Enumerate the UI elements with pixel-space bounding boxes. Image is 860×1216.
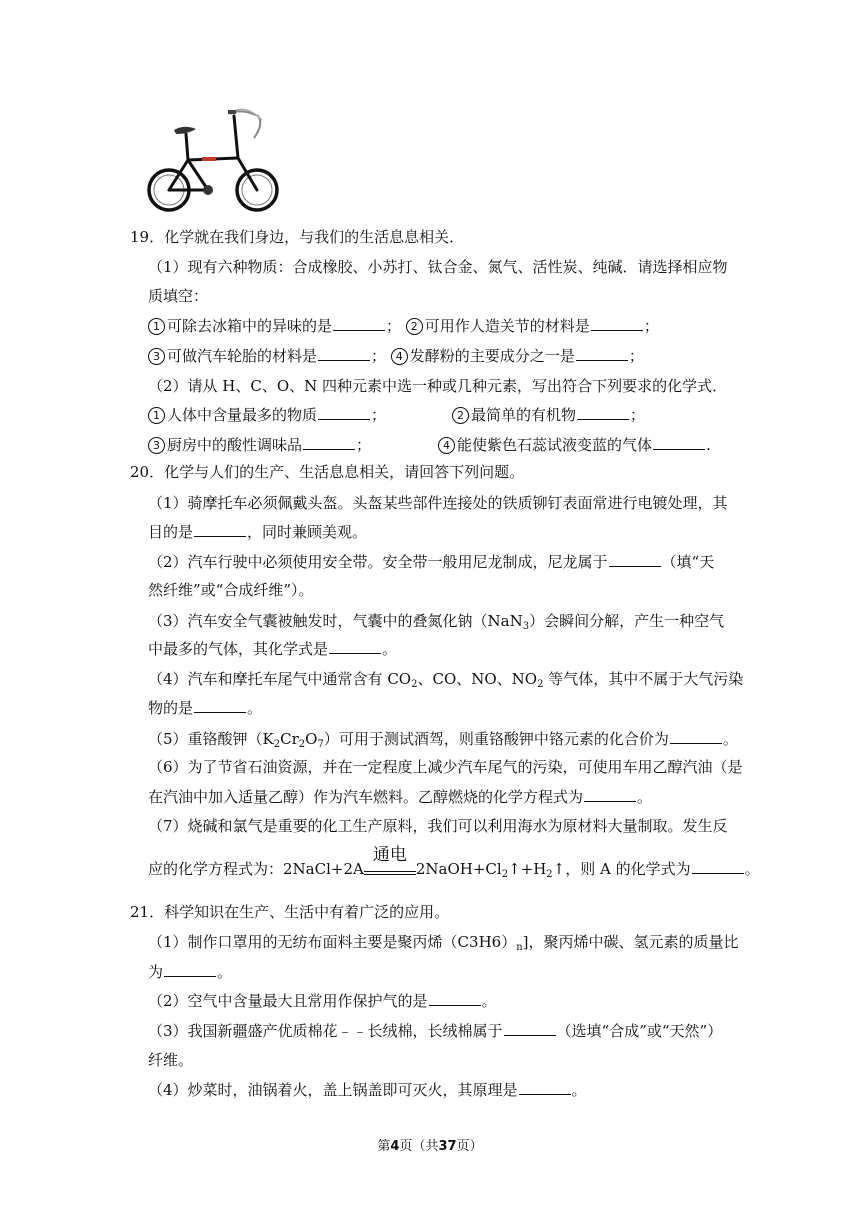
q19-part2-item2: 2 最简单的有机物 ；	[452, 405, 645, 425]
q20-part7-line1: （7）烧碱和氯气是重要的化工生产原料，我们可以利用海水为原材料大量制取。发生反	[148, 817, 728, 835]
reaction-condition-label: 通电	[372, 845, 407, 865]
answer-blank[interactable]	[318, 405, 370, 420]
bicycle-image	[146, 104, 282, 216]
answer-blank[interactable]	[692, 859, 744, 874]
q20-part6-line2: 在汽油中加入适量乙醇）作为汽车燃料。乙醇燃烧的化学方程式为 。	[148, 788, 653, 806]
circled-3-icon: 3	[148, 348, 165, 365]
answer-blank[interactable]	[670, 729, 722, 744]
answer-blank[interactable]	[164, 962, 216, 977]
answer-blank[interactable]	[429, 991, 481, 1006]
q19-part1-line2: 质填空：	[148, 287, 209, 305]
page-total: 37	[438, 1139, 457, 1154]
circled-1-icon: 1	[148, 407, 165, 424]
answer-blank[interactable]	[519, 1080, 571, 1095]
circled-4-icon: 4	[391, 348, 408, 365]
answer-blank[interactable]	[194, 698, 246, 713]
q20-part3-line2: 中最多的气体，其化学式是 。	[148, 640, 398, 658]
q20-part7-line2: 应的化学方程式为：2NaCl+2A 通电 $2NaOH+Cl_2↑+H_2↑$，则 A 的化学式为 。	[148, 845, 760, 880]
q19-part2-item1: 1 人体中含量最多的物质 ；	[148, 405, 386, 425]
answer-blank[interactable]	[609, 552, 661, 567]
q19-stem: 19．化学就在我们身边，与我们的生活息息相关．	[130, 228, 465, 246]
q20-part5-line: （5）重铬酸钾$(K_2Cr_2O_7)$可用于测试酒驾，则重铬酸钾中铬元素的化合价为 。	[148, 730, 738, 750]
answer-blank[interactable]	[577, 405, 629, 420]
q20-part4-line1: （4）汽车和摩托车尾气中通常含有 $CO_2$、CO、NO、$NO_2$ 等气体，其中不属于大气污染	[148, 670, 744, 690]
q21-part3-line1: （3）我国新疆盛产优质棉花﹣﹣长绒棉，长绒棉属于 （选填“合成”或“天然”）	[148, 1022, 723, 1040]
q20-part1-line2: 目的是 ，同时兼顾美观。	[148, 523, 368, 541]
answer-blank[interactable]	[194, 522, 246, 537]
answer-blank[interactable]	[318, 346, 370, 361]
q19-part1-line1: （1）现有六种物质：合成橡胶、小苏打、钛合金、氮气、活性炭、纯碱．请选择相应物	[148, 258, 728, 276]
q21-stem: 21．科学知识在生产、生活中有着广泛的应用。	[130, 903, 450, 921]
q19-part1-items-row2: 3 可做汽车轮胎的材料是 ； 4 发酵粉的主要成分之一是 ；	[148, 346, 644, 366]
q19-part2-line: （2）请从 H、C、O、N 四种元素中选一种或几种元素，写出符合下列要求的化学式．	[148, 377, 728, 395]
circled-2-icon: 2	[452, 407, 469, 424]
circled-4-icon: 4	[438, 437, 455, 454]
circled-1-icon: 1	[148, 318, 165, 335]
q20-part2-line1: （2）汽车行驶中必须使用安全带。安全带一般用尼龙制成，尼龙属于 （填“天	[148, 553, 715, 571]
answer-blank[interactable]	[329, 639, 381, 654]
circled-3-icon: 3	[148, 437, 165, 454]
q20-part4-line2: 物的是 。	[148, 699, 263, 717]
q21-part3-line2: 纤维。	[148, 1051, 194, 1069]
answer-blank[interactable]	[591, 316, 643, 331]
q21-part1-line2: 为 。	[148, 963, 233, 981]
q19-part2-item3: 3 厨房中的酸性调味品 ；	[148, 435, 371, 455]
answer-blank[interactable]	[504, 1021, 556, 1036]
q19-part1-items-row1: 1 可除去冰箱中的异味的是 ； 2 可用作人造关节的材料是 ；	[148, 316, 659, 336]
q20-part6-line1: （6）为了节省石油资源，并在一定程度上减少汽车尾气的污染，可使用车用乙醇汽油（是	[148, 758, 743, 776]
reaction-condition-arrow	[364, 845, 416, 879]
answer-blank[interactable]	[584, 787, 636, 802]
answer-blank[interactable]	[333, 316, 385, 331]
q20-part3-line1: （3）汽车安全气囊被触发时，气囊中的叠氮化钠（NaN$_3$）会瞬间分解，产生一种空气	[148, 612, 725, 632]
q21-part2-line: （2）空气中含量最大且常用作保护气的是 。	[148, 992, 497, 1010]
q20-part1-line1: （1）骑摩托车必须佩戴头盔。头盔某些部件连接处的铁质铆钉表面常进行电镀处理，其	[148, 494, 728, 512]
answer-blank[interactable]	[303, 435, 355, 450]
page-number: 4	[390, 1139, 400, 1154]
circled-2-icon: 2	[406, 318, 423, 335]
answer-blank[interactable]	[576, 346, 628, 361]
q21-part4-line: （4）炒菜时，油锅着火，盖上锅盖即可灭火，其原理是 。	[148, 1081, 587, 1099]
answer-blank[interactable]	[653, 435, 705, 450]
q20-part2-line2: 然纤维”或“合成纤维”）。	[148, 581, 314, 599]
q20-stem: 20．化学与人们的生产、生活息息相关，请回答下列问题。	[130, 463, 525, 481]
q19-part2-item4: 4 能使紫色石蕊试液变蓝的气体 .	[438, 435, 711, 455]
q21-part1-line1: （1）制作口罩用的无纺布面料主要是聚丙烯$(C3H6)_n$]，聚丙烯中碳、氢元素的质量比	[148, 933, 739, 953]
page-footer: 第4页（共37页）	[377, 1139, 483, 1154]
